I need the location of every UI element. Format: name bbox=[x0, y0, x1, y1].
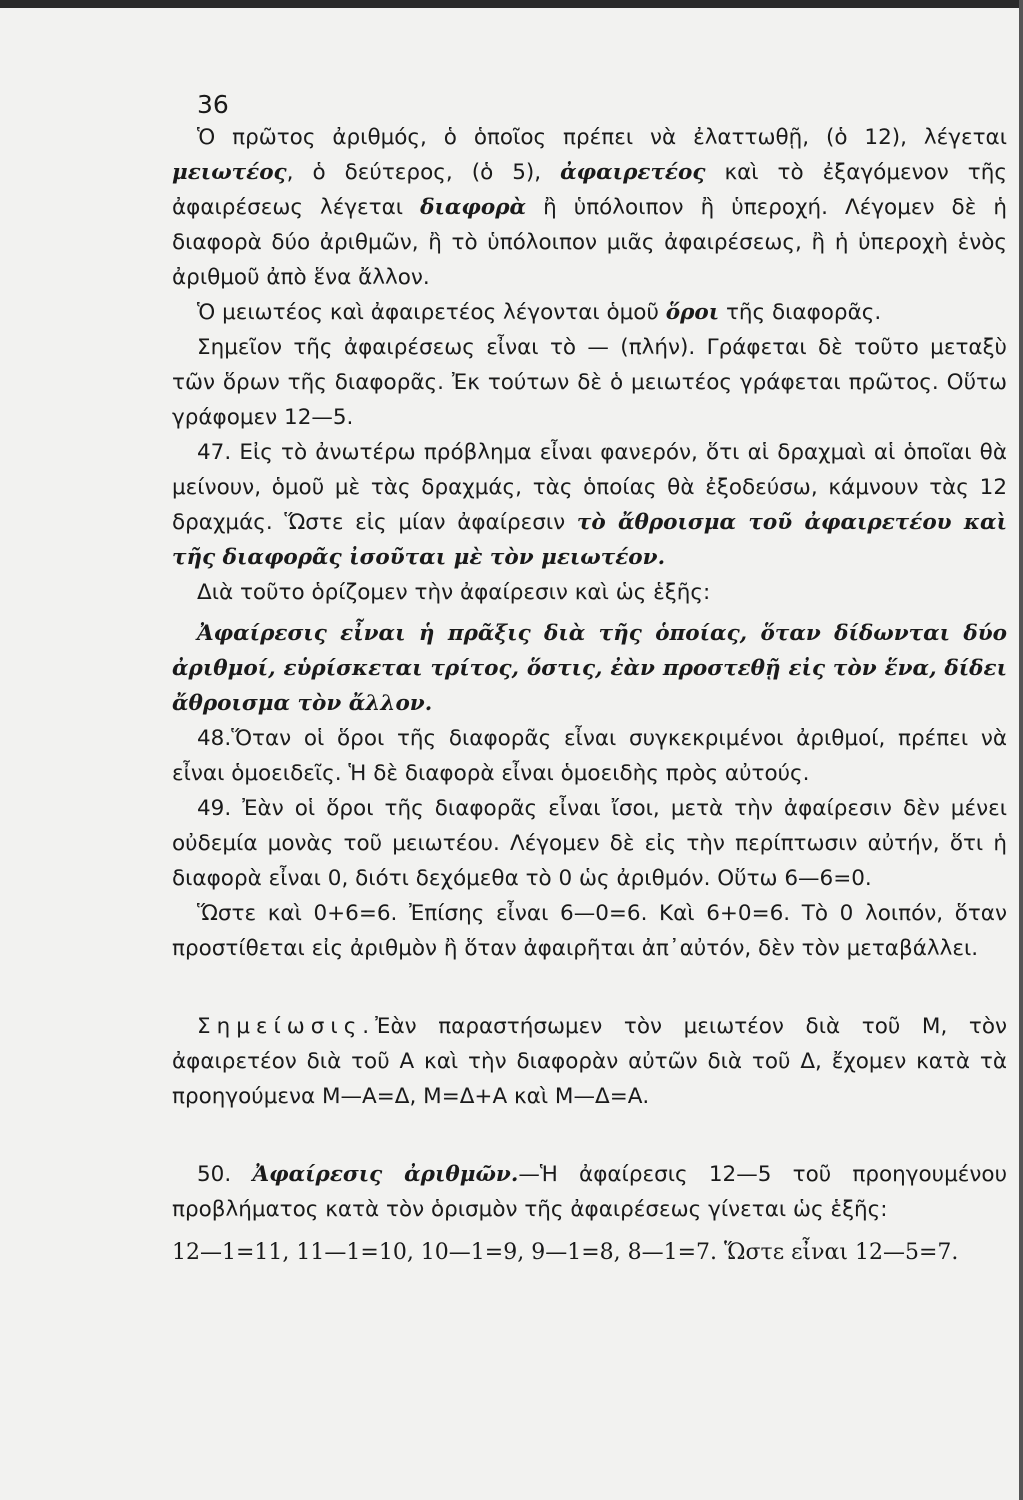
term-difference: διαφορὰ bbox=[420, 195, 527, 220]
note-text: Ἐὰν παραστήσωμεν τὸν μειωτέον διὰ τοῦ Μ, τὸν ἀφαιρετέον διὰ τοῦ Α καὶ τὴν διαφορὰν αὐτῶν διὰ τοῦ Δ, ἔχομεν κατὰ τὰ προηγούμενα Μ—Α=Δ, Μ=Δ+Α καὶ Μ—Δ=Α. bbox=[172, 1014, 1007, 1109]
note-label: Σημείωσις. bbox=[197, 1014, 376, 1039]
definition-subtraction: Ἀφαίρεσις εἶναι ἡ πρᾶξις διὰ τῆς ὁποίας, ὅταν δίδωνται δύο ἀριθμοί, εὑρίσκεται τρίτος, ὅστις, ἐὰν προστεθῇ εἰς τὸν ἕνα, δίδει ἄθροισμα τὸν ἄλλον. bbox=[172, 621, 1007, 716]
paragraph-define: Διὰ τοῦτο ὁρίζομεν τὴν ἀφαίρεσιν καὶ ὡς ἑξῆς: bbox=[197, 580, 711, 605]
term-subtrahend: ἀφαιρετέος bbox=[560, 160, 706, 185]
paragraph-49: 49. Ἐὰν οἱ ὅροι τῆς διαφορᾶς εἶναι ἴσοι, μετὰ τὴν ἀφαίρεσιν δὲν μένει οὐδεμία μονὰς τοῦ μειωτέου. Λέγομεν δὲ εἰς τὴν περίπτωσιν αὐτήν, ὅτι ἡ διαφορὰ εἶναι 0, διότι δεχόμεθα τὸ 0 ὡς ἀριθμόν. Οὕτω 6—6=0. bbox=[172, 796, 1007, 891]
scan-right-edge bbox=[1019, 0, 1023, 1500]
term-minuend: μειωτέος bbox=[172, 160, 287, 185]
paragraph-terms-of-difference: Ὁ μειωτέος καὶ ἀφαιρετέος λέγονται ὁμοῦ ὅροι τῆς διαφορᾶς. bbox=[197, 300, 882, 325]
paragraph-minus-sign: Σημεῖον τῆς ἀφαιρέσεως εἶναι τὸ — (πλήν). Γράφεται δὲ τοῦτο μεταξὺ τῶν ὅρων τῆς διαφορᾶς. Ἐκ τούτων δὲ ὁ μειωτέος γράφεται πρῶτος. Οὕτω γράφομεν 12—5. bbox=[172, 335, 1007, 430]
paragraph-47: 47. Εἰς τὸ ἀνωτέρω πρόβλημα εἶναι φανερόν, ὅτι αἱ δραχμαὶ αἱ ὁποῖαι θὰ μείνουν, ὁμοῦ μὲ τὰς δραχμάς, τὰς ὁποίας θὰ ἐξοδεύσω, κάμνουν τὰς 12 δραχμάς. Ὥστε εἰς μίαν ἀφαίρεσιν τὸ ἄθροισμα τοῦ ἀφαιρετέου καὶ τῆς διαφορᾶς ἰσοῦται μὲ τὸν μειωτέον. bbox=[172, 440, 1007, 570]
note bbox=[172, 1009, 1007, 1114]
section-title: Ἀφαίρεσις ἀριθμῶν. bbox=[252, 1162, 519, 1187]
rule-sum: τὸ ἄθροισμα τοῦ ἀφαιρετέου καὶ τῆς διαφορᾶς ἰσοῦται μὲ τὸν μειωτέον. bbox=[172, 510, 1007, 570]
scan-top-edge bbox=[0, 0, 1023, 8]
page-number: 36 bbox=[197, 90, 229, 119]
subtraction-steps: 12—1=11, 11—1=10, 10—1=9, 9—1=8, 8—1=7. Ὥστε εἶναι 12—5=7. bbox=[172, 1240, 959, 1265]
paragraph-50: 50. Ἀφαίρεσις ἀριθμῶν.—Ἡ ἀφαίρεσις 12—5 τοῦ προηγουμένου προβλήματος κατὰ τὸν ὁρισμὸν τῆς ἀφαιρέσεως γίνεται ὡς ἑξῆς: bbox=[172, 1162, 1008, 1222]
page-body bbox=[172, 120, 1007, 1270]
paragraph-48: 48.Ὅταν οἱ ὅροι τῆς διαφορᾶς εἶναι συγκεκριμένοι ἀριθμοί, πρέπει νὰ εἶναι ὁμοειδεῖς. Ἡ δὲ διαφορὰ εἶναι ὁμοειδὴς πρὸς αὐτούς. bbox=[172, 726, 1007, 786]
paragraph-49-continued: Ὥστε καὶ 0+6=6. Ἐπίσης εἶναι 6—0=6. Καὶ 6+0=6. Τὸ 0 λοιπόν, ὅταν προστίθεται εἰς ἀριθμὸν ἢ ὅταν ἀφαιρῆται ἀπ᾽αὐτόν, δὲν τὸν μεταβάλλει. bbox=[172, 901, 1007, 961]
paragraph-terms: Ὁ πρῶτος ἀριθμός, ὁ ὁποῖος πρέπει νὰ ἐλαττωθῇ, (ὁ 12), λέγεται μειωτέος, ὁ δεύτερος, (ὁ 5), ἀφαιρετέος καὶ τὸ ἐξαγόμενον τῆς ἀφαιρέσεως λέγεται διαφορὰ ἢ ὑπόλοιπον ἢ ὑπεροχή. Λέγομεν δὲ ἡ διαφορὰ δύο ἀριθμῶν, ἢ τὸ ὑπόλοιπον μιᾶς ἀφαιρέσεως, ἢ ἡ ὑπεροχὴ ἑνὸς ἀριθμοῦ ἀπὸ ἕνα ἄλλον. bbox=[172, 125, 1007, 290]
term-oroi: ὅροι bbox=[665, 300, 720, 325]
